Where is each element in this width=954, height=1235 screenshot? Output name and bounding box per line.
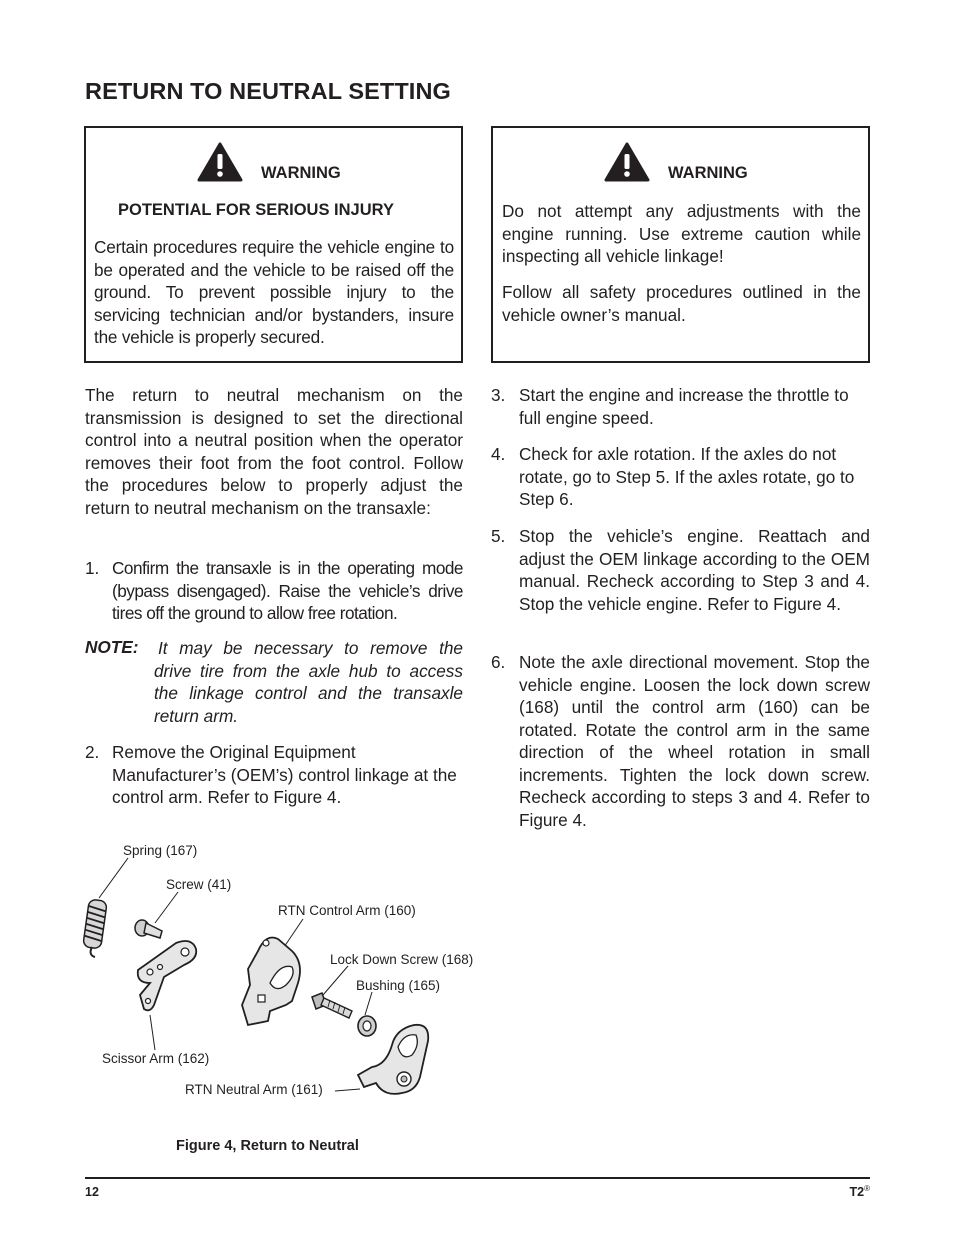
warning-label: WARNING — [261, 164, 341, 182]
callout-control-arm: RTN Control Arm (160) — [278, 903, 416, 918]
warning-label: WARNING — [668, 164, 748, 182]
callout-bushing: Bushing (165) — [356, 978, 441, 993]
step-number: 6. — [491, 652, 506, 672]
warning-icon — [197, 142, 243, 182]
lock-down-screw-part — [312, 993, 352, 1018]
bushing-part — [358, 1016, 376, 1036]
warning-icon — [604, 142, 650, 182]
note-text: It may be necessary to remove the drive tire from the axle hub to access the linkage control and the transaxle return arm. — [154, 638, 463, 726]
callout-neutral-arm: RTN Neutral Arm (161) — [185, 1082, 323, 1097]
screw-part — [135, 920, 162, 938]
warning-text: Certain procedures require the vehicle engine to be operated and the vehicle to be raised off the ground. To prevent possible injury to the servicing technician and/or bystanders, insure the vehicle is properly secured. — [94, 237, 454, 347]
page-number: 12 — [85, 1185, 99, 1199]
warning-box-right — [491, 126, 870, 363]
callout-spring: Spring (167) — [123, 843, 198, 858]
note-label: NOTE: — [85, 637, 139, 657]
callout-scissor-arm: Scissor Arm (162) — [102, 1051, 210, 1066]
warning-paragraph: Do not attempt any adjustments with the engine running. Use extreme caution while inspecting all vehicle linkage! — [502, 201, 861, 266]
step-number: 1. — [85, 558, 100, 578]
product-label: T2 — [849, 1185, 865, 1200]
step-text: Check for axle rotation. If the axles do not rotate, go to Step 5. If the axles rotate, go to Step 6. — [519, 444, 855, 509]
step-number: 2. — [85, 742, 100, 762]
registered-mark: ® — [864, 1184, 870, 1193]
control-arm-part — [242, 938, 300, 1026]
footer-rule — [85, 1177, 870, 1179]
step-text: Remove the Original Equipment Manufacturer’s (OEM’s) control linkage at the control arm. Refer to Figure 4. — [112, 742, 457, 807]
scissor-arm-part — [138, 941, 197, 1010]
warning-paragraph: Follow all safety procedures outlined in the vehicle owner’s manual. — [502, 282, 861, 325]
step-text: Start the engine and increase the throttle to full engine speed. — [519, 385, 849, 428]
intro-paragraph: The return to neutral mechanism on the transmission is designed to set the directional control into a neutral position when the operator removes their foot from the foot control. Follow the procedures below to properly adjust the return to neutral mechanism on the transaxle: — [85, 385, 463, 518]
step-text: Stop the vehicle’s engine. Reattach and adjust the OEM linkage according to the OEM manual. Recheck according to Step 3 and 4. Stop the vehicle engine. Refer to Figure 4. — [519, 526, 870, 614]
page-title: RETURN TO NEUTRAL SETTING — [85, 78, 451, 104]
product-name — [850, 1184, 871, 1199]
warning-box-left — [84, 126, 463, 363]
figure-caption: Figure 4, Return to Neutral — [176, 1138, 359, 1154]
step-number: 4. — [491, 444, 506, 464]
spring-part — [83, 899, 108, 957]
step-text: Note the axle directional movement. Stop the vehicle engine. Loosen the lock down screw (168) until the control arm (160) can be rotated. Rotate the control arm in the same direction of the wheel rotation in small increments. Tighten the lock down screw. Recheck according to steps 3 and 4. Refer to Figure 4. — [519, 652, 870, 830]
step-number: 3. — [491, 385, 506, 405]
figure-illustration — [80, 835, 500, 1115]
step-number: 5. — [491, 526, 506, 546]
step-text: Confirm the transaxle is in the operating mode (bypass disengaged). Raise the vehicle’s drive tires off the ground to allow free rotation. — [112, 558, 463, 623]
callout-screw: Screw (41) — [166, 877, 232, 892]
warning-subtitle: POTENTIAL FOR SERIOUS INJURY — [118, 201, 394, 219]
callout-lock-down-screw: Lock Down Screw (168) — [330, 952, 474, 967]
